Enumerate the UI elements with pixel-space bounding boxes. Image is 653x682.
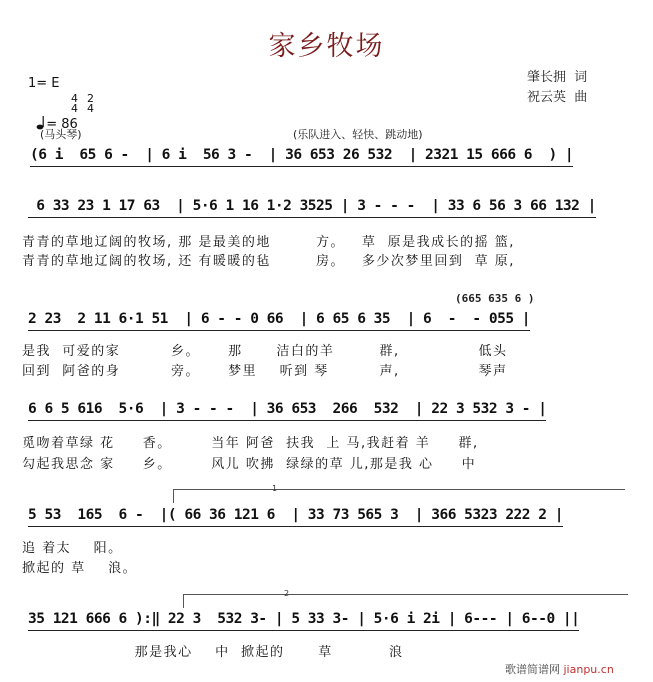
- notation-upper-voice: (665 635 6 ): [455, 292, 535, 305]
- lyric-line-6: 那是我心 中 掀起的 草 浪: [22, 645, 404, 660]
- lyric-line-3-verse-1: 是我 可爱的家 乡。 那 洁白的羊 群, 低头: [22, 344, 508, 359]
- time-signature-primary: 4 4: [71, 92, 78, 115]
- key-signature: 1= E: [28, 76, 60, 91]
- composer-credit: 祝云英 曲: [527, 90, 588, 105]
- lyric-line-3-verse-2: 回到 阿爸的身 旁。 梦里 听到 琴 声, 琴声: [22, 364, 508, 379]
- page-title: 家乡牧场: [268, 31, 385, 62]
- lyric-line-5-verse-2: 掀起的 草 浪。: [22, 561, 138, 576]
- lyric-line-2-verse-1: 青青的草地辽阔的牧场, 那 是最美的地 方。 草 原是我成长的摇 篮,: [22, 235, 515, 250]
- instrument-intro: (马头琴): [40, 128, 82, 141]
- notation-line-5: 5 53 165 6 - |( 66 36 121 6 | 33 73 565 3 | 366 5323 222 2 |: [28, 507, 563, 527]
- volta-2-bracket-edge: [183, 594, 184, 608]
- site-watermark: 歌谱简谱网 jianpu.cn: [505, 663, 614, 676]
- lyric-line-4-verse-2: 勾起我思念 家 乡。 风儿 吹拂 绿绿的草 儿,那是我 心 中: [22, 457, 477, 472]
- notation-line-2: 6 33 23 1 17 63 | 5·6 1 16 1·2 3525 | 3 - - - | 33 6 56 3 66 132 |: [28, 198, 596, 218]
- notation-line-1: (6 i 65 6 - | 6 i 56 3 - | 36 653 26 532 | 2321 15 666 6 ) |: [30, 147, 573, 167]
- lyricist-credit: 肇长拥 词: [527, 70, 588, 85]
- notation-line-4: 6 6 5 616 5·6 | 3 - - - | 36 653 266 532 | 22 3 532 3 - |: [28, 401, 546, 421]
- lyric-line-4-verse-1: 觅吻着草绿 花 香。 当年 阿爸 扶我 上 马,我赶着 羊 群,: [22, 436, 479, 451]
- lyric-line-2-verse-2: 青青的草地辽阔的牧场, 还 有暖暖的毡 房。 多少次梦里回到 草 原,: [22, 254, 515, 269]
- volta-2-bracket: [183, 594, 628, 595]
- instrument-band: (乐队进入、轻快、跳动地): [293, 128, 423, 141]
- volta-1-number: 1: [272, 484, 278, 493]
- notation-line-6: 35 121 666 6 ):‖ 22 3 532 3- | 5 33 3- | 5·6 i 2i | 6--- | 6--0 ||: [28, 611, 579, 631]
- lyric-line-5-verse-1: 追 着太 阳。: [22, 541, 123, 556]
- volta-1-bracket-edge: [173, 489, 174, 503]
- tempo-value: = 86: [46, 117, 78, 132]
- volta-2-number: 2: [284, 589, 290, 598]
- notation-line-3: 2 23 2 11 6·1 51 | 6 - - 0 66 | 6 65 6 35 | 6 - - 055 |: [28, 311, 530, 331]
- volta-1-bracket: [173, 489, 625, 490]
- time-signature-secondary: 2 4: [87, 92, 94, 115]
